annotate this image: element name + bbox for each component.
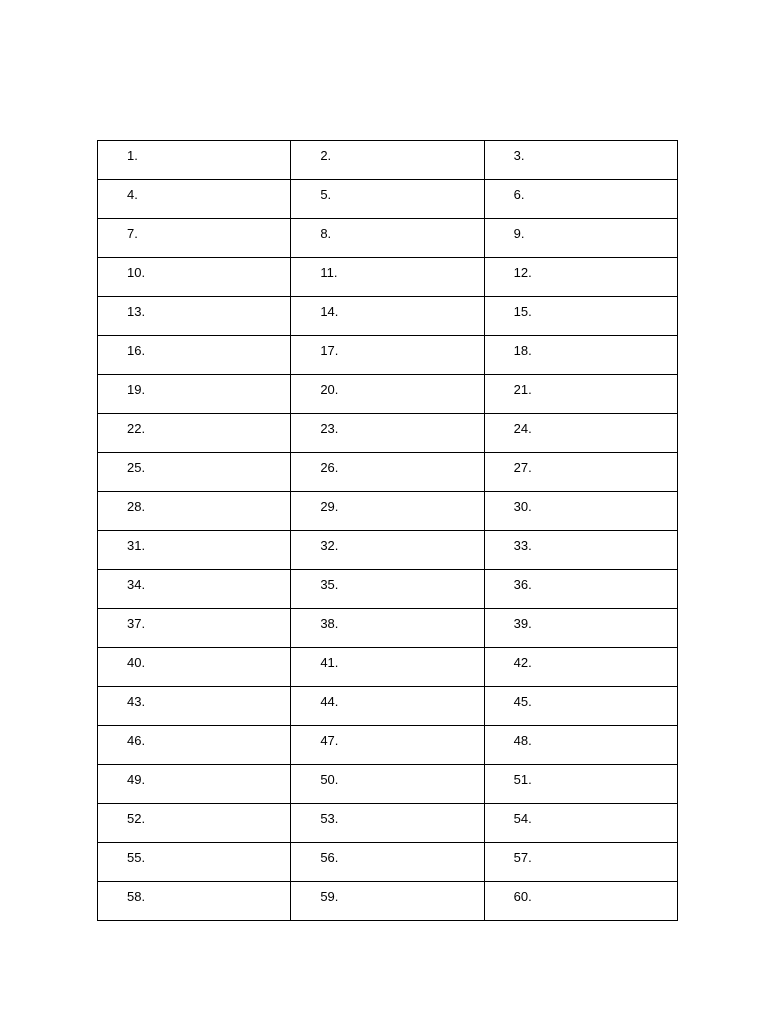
answer-cell xyxy=(98,141,291,180)
answer-row xyxy=(98,492,678,531)
question-number: 51. xyxy=(513,772,532,787)
answer-row xyxy=(98,375,678,414)
answer-cell xyxy=(291,570,484,609)
answer-cell xyxy=(291,414,484,453)
answer-row xyxy=(98,843,678,882)
question-number: 30. xyxy=(513,499,532,514)
question-number: 37. xyxy=(127,616,146,631)
answer-row xyxy=(98,609,678,648)
answer-grid-body xyxy=(98,141,678,921)
answer-row xyxy=(98,219,678,258)
answer-grid-table xyxy=(97,140,678,921)
question-number: 48. xyxy=(513,733,532,748)
question-number: 23. xyxy=(320,421,339,436)
answer-cell xyxy=(291,258,484,297)
answer-row xyxy=(98,297,678,336)
question-number: 57. xyxy=(513,850,532,865)
answer-cell xyxy=(484,609,677,648)
answer-cell xyxy=(98,765,291,804)
question-number: 56. xyxy=(320,850,339,865)
answer-cell xyxy=(291,492,484,531)
question-number: 54. xyxy=(513,811,532,826)
answer-row xyxy=(98,687,678,726)
question-number: 42. xyxy=(513,655,532,670)
answer-row xyxy=(98,531,678,570)
answer-cell xyxy=(98,570,291,609)
answer-cell xyxy=(98,687,291,726)
question-number: 10. xyxy=(127,265,146,280)
question-number: 18. xyxy=(513,343,532,358)
question-number: 11. xyxy=(320,265,338,280)
answer-cell xyxy=(291,726,484,765)
answer-cell xyxy=(98,882,291,921)
answer-cell xyxy=(484,141,677,180)
question-number: 4. xyxy=(127,187,138,202)
question-number: 9. xyxy=(513,226,525,241)
question-number: 41. xyxy=(320,655,339,670)
answer-cell xyxy=(291,531,484,570)
answer-cell xyxy=(484,843,677,882)
answer-cell xyxy=(484,492,677,531)
question-number: 33. xyxy=(513,538,532,553)
answer-cell xyxy=(98,297,291,336)
question-number: 28. xyxy=(127,499,146,514)
answer-sheet xyxy=(97,140,678,907)
answer-row xyxy=(98,765,678,804)
question-number: 6. xyxy=(513,187,525,202)
question-number: 12. xyxy=(513,265,532,280)
answer-cell xyxy=(484,687,677,726)
answer-cell xyxy=(291,141,484,180)
answer-cell xyxy=(484,219,677,258)
question-number: 46. xyxy=(127,733,146,748)
answer-cell xyxy=(484,726,677,765)
answer-cell xyxy=(484,453,677,492)
answer-cell xyxy=(98,336,291,375)
answer-cell xyxy=(98,414,291,453)
answer-cell xyxy=(291,375,484,414)
answer-cell xyxy=(291,687,484,726)
question-number: 32. xyxy=(320,538,339,553)
answer-row xyxy=(98,180,678,219)
answer-cell xyxy=(291,180,484,219)
question-number: 26. xyxy=(320,460,339,475)
question-number: 36. xyxy=(513,577,532,592)
question-number: 59. xyxy=(320,889,339,904)
question-number: 35. xyxy=(320,577,339,592)
question-number: 40. xyxy=(127,655,146,670)
answer-cell xyxy=(98,375,291,414)
answer-cell xyxy=(484,258,677,297)
question-number: 29. xyxy=(320,499,339,514)
question-number: 15. xyxy=(513,304,532,319)
question-number: 22. xyxy=(127,421,146,436)
question-number: 34. xyxy=(127,577,146,592)
answer-cell xyxy=(98,531,291,570)
answer-row xyxy=(98,804,678,843)
answer-row xyxy=(98,882,678,921)
answer-cell xyxy=(484,180,677,219)
answer-cell xyxy=(98,258,291,297)
question-number: 19. xyxy=(127,382,146,397)
answer-cell xyxy=(291,453,484,492)
answer-cell xyxy=(291,648,484,687)
answer-cell xyxy=(98,648,291,687)
question-number: 49. xyxy=(127,772,146,787)
question-number: 2. xyxy=(320,148,332,163)
answer-cell xyxy=(98,180,291,219)
answer-cell xyxy=(291,336,484,375)
answer-cell xyxy=(484,570,677,609)
answer-cell xyxy=(484,882,677,921)
question-number: 1. xyxy=(127,148,138,163)
question-number: 60. xyxy=(513,889,532,904)
question-number: 7. xyxy=(127,226,138,241)
question-number: 17. xyxy=(320,343,339,358)
question-number: 52. xyxy=(127,811,146,826)
answer-cell xyxy=(484,297,677,336)
answer-row xyxy=(98,336,678,375)
answer-cell xyxy=(291,297,484,336)
question-number: 13. xyxy=(127,304,146,319)
question-number: 27. xyxy=(513,460,532,475)
answer-cell xyxy=(98,492,291,531)
question-number: 50. xyxy=(320,772,339,787)
question-number: 38. xyxy=(320,616,339,631)
answer-row xyxy=(98,726,678,765)
question-number: 45. xyxy=(513,694,532,709)
answer-row xyxy=(98,453,678,492)
answer-cell xyxy=(291,609,484,648)
answer-cell xyxy=(484,531,677,570)
question-number: 8. xyxy=(320,226,332,241)
question-number: 5. xyxy=(320,187,332,202)
question-number: 20. xyxy=(320,382,339,397)
answer-row xyxy=(98,141,678,180)
answer-cell xyxy=(98,804,291,843)
answer-cell xyxy=(484,804,677,843)
answer-row xyxy=(98,258,678,297)
question-number: 14. xyxy=(320,304,339,319)
answer-cell xyxy=(484,375,677,414)
answer-cell xyxy=(98,453,291,492)
answer-cell xyxy=(291,219,484,258)
question-number: 31. xyxy=(127,538,146,553)
answer-cell xyxy=(291,804,484,843)
answer-cell xyxy=(484,414,677,453)
answer-cell xyxy=(291,765,484,804)
question-number: 25. xyxy=(127,460,146,475)
answer-row xyxy=(98,414,678,453)
question-number: 53. xyxy=(320,811,339,826)
answer-cell xyxy=(98,843,291,882)
answer-cell xyxy=(484,648,677,687)
answer-cell xyxy=(98,219,291,258)
question-number: 43. xyxy=(127,694,146,709)
answer-cell xyxy=(98,609,291,648)
question-number: 44. xyxy=(320,694,339,709)
answer-cell xyxy=(484,765,677,804)
question-number: 21. xyxy=(513,382,532,397)
answer-cell xyxy=(484,336,677,375)
answer-cell xyxy=(98,726,291,765)
answer-cell xyxy=(291,843,484,882)
question-number: 55. xyxy=(127,850,146,865)
answer-row xyxy=(98,648,678,687)
question-number: 47. xyxy=(320,733,339,748)
question-number: 16. xyxy=(127,343,146,358)
question-number: 39. xyxy=(513,616,532,631)
question-number: 24. xyxy=(513,421,532,436)
question-number: 3. xyxy=(513,148,525,163)
answer-row xyxy=(98,570,678,609)
question-number: 58. xyxy=(127,889,146,904)
answer-cell xyxy=(291,882,484,921)
